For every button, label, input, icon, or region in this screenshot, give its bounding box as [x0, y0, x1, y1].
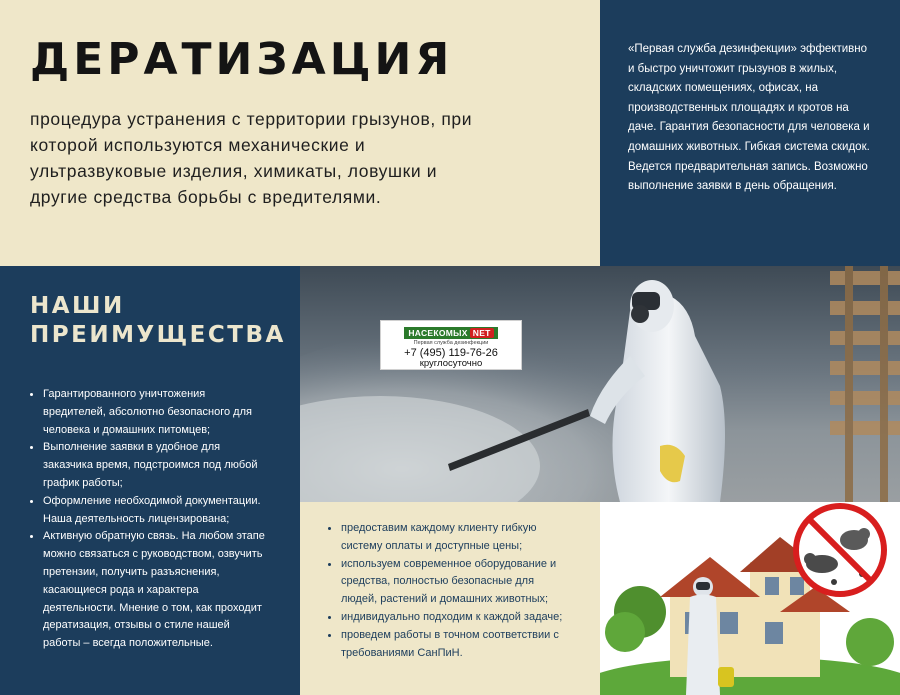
hero-section: [0, 0, 600, 266]
hero-description: процедура устранения с территории грызунов, при которой используются механические и ультразвуковые изделия, химикаты, ловушки и другие средства борьбы с вредителями.: [30, 109, 473, 207]
house-scene-svg: [600, 502, 900, 695]
logo-brand: [404, 327, 497, 339]
no-rats-icon: [796, 506, 884, 594]
logo-brand-tag: NET: [470, 328, 494, 338]
advantages-title: [30, 292, 286, 350]
exterminator-illustration: [300, 266, 900, 502]
page-title: ДЕРАТИЗАЦИЯ: [30, 34, 454, 85]
list-item: предоставим каждому клиенту гибкую систему оплаты и доступные цены;: [328, 520, 572, 556]
house-illustration: [600, 502, 900, 695]
company-info-text: «Первая служба дезинфекции» эффективно и быстро уничтожит грызунов в жилых, складских помещениях, офисах, на производственных площадях и кротов на даче. Гарантия безопасности для человека и домашних животных. Гибкая система скидок. Ведется предварительная запись. Возможно выполнение заявки в день обращения.: [628, 43, 870, 193]
advantages-title-line1: НАШИ: [30, 293, 125, 319]
list-item: индивидуально подходим к каждой задаче;: [328, 609, 572, 627]
pallet-stack: [830, 266, 900, 502]
list-item: Оформление необходимой документации. Наша деятельность лицензирована;: [30, 493, 270, 529]
advantages-title-line2: ПРЕИМУЩЕСТВА: [30, 322, 286, 348]
advantages-section: [0, 266, 300, 695]
company-info-box: [600, 0, 900, 266]
logo-subtitle: Первая служба дезинфекции: [413, 340, 489, 346]
guarantees-list: [328, 520, 572, 662]
guarantees-section: [300, 502, 600, 695]
working-hours: круглосуточно: [419, 358, 483, 369]
phone-number[interactable]: +7 (495) 119-76-26: [404, 347, 498, 359]
list-item: Активную обратную связь. На любом этапе можно связаться с руководством, озвучить претензии, получить разъяснения, касающиеся рода и характера деятельности. Мнение о том, как проходит дератизация, отзывы о стиле нашей работы – всегда положительные.: [30, 528, 270, 653]
advantages-list: [30, 386, 270, 653]
company-logo-card: [380, 320, 522, 370]
list-item: Выполнение заявки в удобное для заказчика время, подстроимся под любой график работы;: [30, 439, 270, 492]
list-item: Гарантированного уничтожения вредителей, абсолютно безопасного для человека и домашних питомцев;: [30, 386, 270, 439]
list-item: используем современное оборудование и средства, полностью безопасные для людей, растений и домашних животных;: [328, 556, 572, 609]
logo-brand-name: НАСЕКОМЫХ: [408, 328, 468, 338]
exterminator-photo: [300, 266, 900, 502]
list-item: проведем работы в точном соответствии с требованиями СанПиН.: [328, 627, 572, 663]
